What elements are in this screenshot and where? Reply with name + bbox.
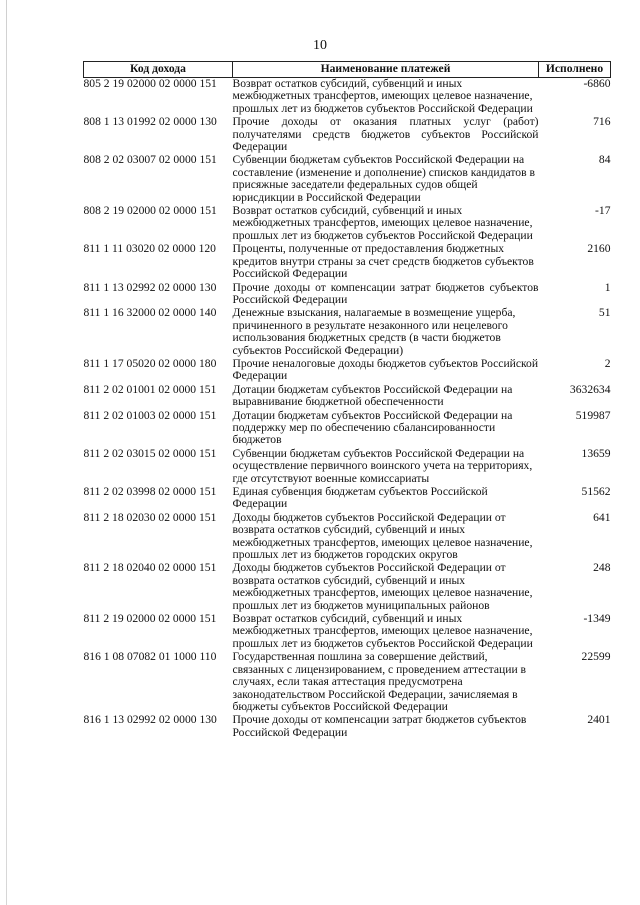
table-row	[84, 410, 611, 448]
executed-amount: -1349	[583, 612, 611, 626]
table-row	[84, 562, 611, 613]
payment-name: Возврат остатков субсидий, субвенций и иных межбюджетных трансфертов, имеющих целевое назначение, прошлых лет из бюджетов субъектов Российской Федерации	[232, 77, 533, 115]
executed-amount: 1	[604, 280, 611, 294]
executed-amount: 13659	[581, 446, 611, 460]
revenue-table	[83, 61, 611, 740]
revenue-code: 808 2 19 02000 02 0000 151	[83, 204, 217, 218]
table-row	[84, 282, 611, 308]
revenue-code: 811 1 13 02992 02 0000 130	[83, 280, 217, 294]
table-row	[84, 154, 611, 205]
table-row	[84, 448, 611, 486]
executed-amount: 2160	[587, 242, 611, 256]
payment-name: Дотации бюджетам субъектов Российской Федерации на выравнивание бюджетной обеспеченности	[232, 382, 513, 409]
executed-amount: 2	[604, 356, 611, 370]
payment-name: Доходы бюджетов субъектов Российской Федерации от возврата остатков субсидий, субвенций и иных межбюджетных трансфертов, имеющих целевое назначение, прошлых лет из бюджетов муниципальных районов	[232, 561, 533, 612]
revenue-code: 811 1 17 05020 02 0000 180	[83, 356, 217, 370]
executed-amount: 519987	[575, 408, 611, 422]
revenue-code: 805 2 19 02000 02 0000 151	[83, 77, 217, 90]
revenue-code: 811 1 11 03020 02 0000 120	[83, 242, 216, 256]
payment-name: Субвенции бюджетам субъектов Российской Федерации на составление (изменение и дополнение) списков кандидатов в присяжные заседатели федеральных судов общей юрисдикции в Российской Федерации	[232, 153, 535, 204]
table-row	[84, 486, 611, 512]
page-number: 10	[313, 38, 327, 53]
table-row	[84, 116, 611, 154]
table-row	[84, 307, 611, 358]
table-row	[84, 78, 611, 117]
scan-edge-line	[6, 0, 7, 905]
revenue-code: 808 1 13 01992 02 0000 130	[83, 115, 217, 129]
table-row	[84, 714, 611, 740]
table-row	[84, 358, 611, 384]
revenue-code: 811 2 02 03998 02 0000 151	[83, 485, 217, 498]
executed-amount: 84	[598, 153, 611, 167]
payment-name: Государственная пошлина за совершение действий, связанных с лицензированием, с проведением аттестации в случаях, если такая аттестация предусмотрена законодательством Российской Федерации, зачисляемая в бюджеты субъектов Российской Федерации	[232, 650, 527, 713]
revenue-code: 816 1 08 07082 01 1000 110	[83, 650, 217, 664]
table-row	[84, 651, 611, 714]
table-row	[84, 243, 611, 281]
executed-amount: 641	[593, 510, 611, 524]
table-row	[84, 205, 611, 243]
revenue-code: 811 2 02 01003 02 0000 151	[83, 408, 217, 422]
payment-name: Возврат остатков субсидий, субвенций и иных межбюджетных трансфертов, имеющих целевое назначение, прошлых лет из бюджетов субъектов Российской Федерации	[232, 204, 533, 242]
revenue-code: 816 1 13 02992 02 0000 130	[83, 713, 217, 727]
executed-amount: 51562	[581, 485, 611, 498]
executed-amount: 716	[593, 115, 611, 129]
revenue-code: 811 2 02 03015 02 0000 151	[83, 446, 217, 460]
payment-name: Дотации бюджетам субъектов Российской Федерации на поддержку мер по обеспечению сбалансированности бюджетов	[232, 408, 513, 447]
payment-name: Субвенции бюджетам субъектов Российской Федерации на осуществление первичного воинского учета на территориях, где отсутствуют военные комиссариаты	[232, 446, 533, 485]
table-row	[84, 512, 611, 563]
revenue-code: 811 1 16 32000 02 0000 140	[83, 306, 217, 320]
revenue-code: 811 2 02 01001 02 0000 151	[83, 382, 217, 396]
payment-name: Прочие доходы от компенсации затрат бюджетов субъектов Российской Федерации	[232, 713, 527, 739]
revenue-code: 811 2 19 02000 02 0000 151	[83, 612, 217, 626]
payment-name: Доходы бюджетов субъектов Российской Федерации от возврата остатков субсидий, субвенций и иных межбюджетных трансфертов, имеющих целевое назначение, прошлых лет из бюджетов городских округов	[232, 510, 533, 562]
payment-name: Денежные взыскания, налагаемые в возмещение ущерба, причиненного в результате незаконного или нецелевого использования бюджетных средств (в части бюджетов субъектов Российской Федерации)	[232, 306, 516, 357]
payment-name: Прочие доходы от компенсации затрат бюджетов субъектов Российской Федерации	[232, 280, 539, 306]
payment-name: Прочие доходы от оказания платных услуг (работ) получателями средств бюджетов субъектов Российской Федерации	[232, 115, 539, 154]
header-code: Код дохода	[84, 62, 233, 78]
executed-amount: -6860	[583, 77, 611, 90]
executed-amount: 2401	[587, 713, 611, 727]
executed-amount: -17	[595, 204, 611, 218]
payment-name: Прочие неналоговые доходы бюджетов субъектов Российской Федерации	[232, 356, 539, 383]
revenue-code: 811 2 18 02040 02 0000 151	[83, 561, 217, 575]
executed-amount: 51	[598, 306, 611, 320]
header-name: Наименование платежей	[233, 62, 539, 78]
payment-name: Возврат остатков субсидий, субвенций и иных межбюджетных трансфертов, имеющих целевое назначение, прошлых лет из бюджетов субъектов Российской Федерации	[232, 612, 533, 650]
table-header-row	[84, 62, 611, 78]
revenue-code: 811 2 18 02030 02 0000 151	[83, 510, 217, 524]
executed-amount: 248	[593, 561, 611, 575]
executed-amount: 22599	[581, 650, 611, 664]
executed-amount: 3632634	[569, 382, 611, 396]
revenue-code: 808 2 02 03007 02 0000 151	[83, 153, 217, 167]
header-amount: Исполнено	[539, 62, 611, 78]
table-row	[84, 384, 611, 410]
table-row	[84, 613, 611, 651]
payment-name: Проценты, полученные от предоставления бюджетных кредитов внутри страны за счет средств бюджетов субъектов Российской Федерации	[232, 242, 534, 281]
payment-name: Единая субвенция бюджетам субъектов Российской Федерации	[232, 485, 488, 511]
